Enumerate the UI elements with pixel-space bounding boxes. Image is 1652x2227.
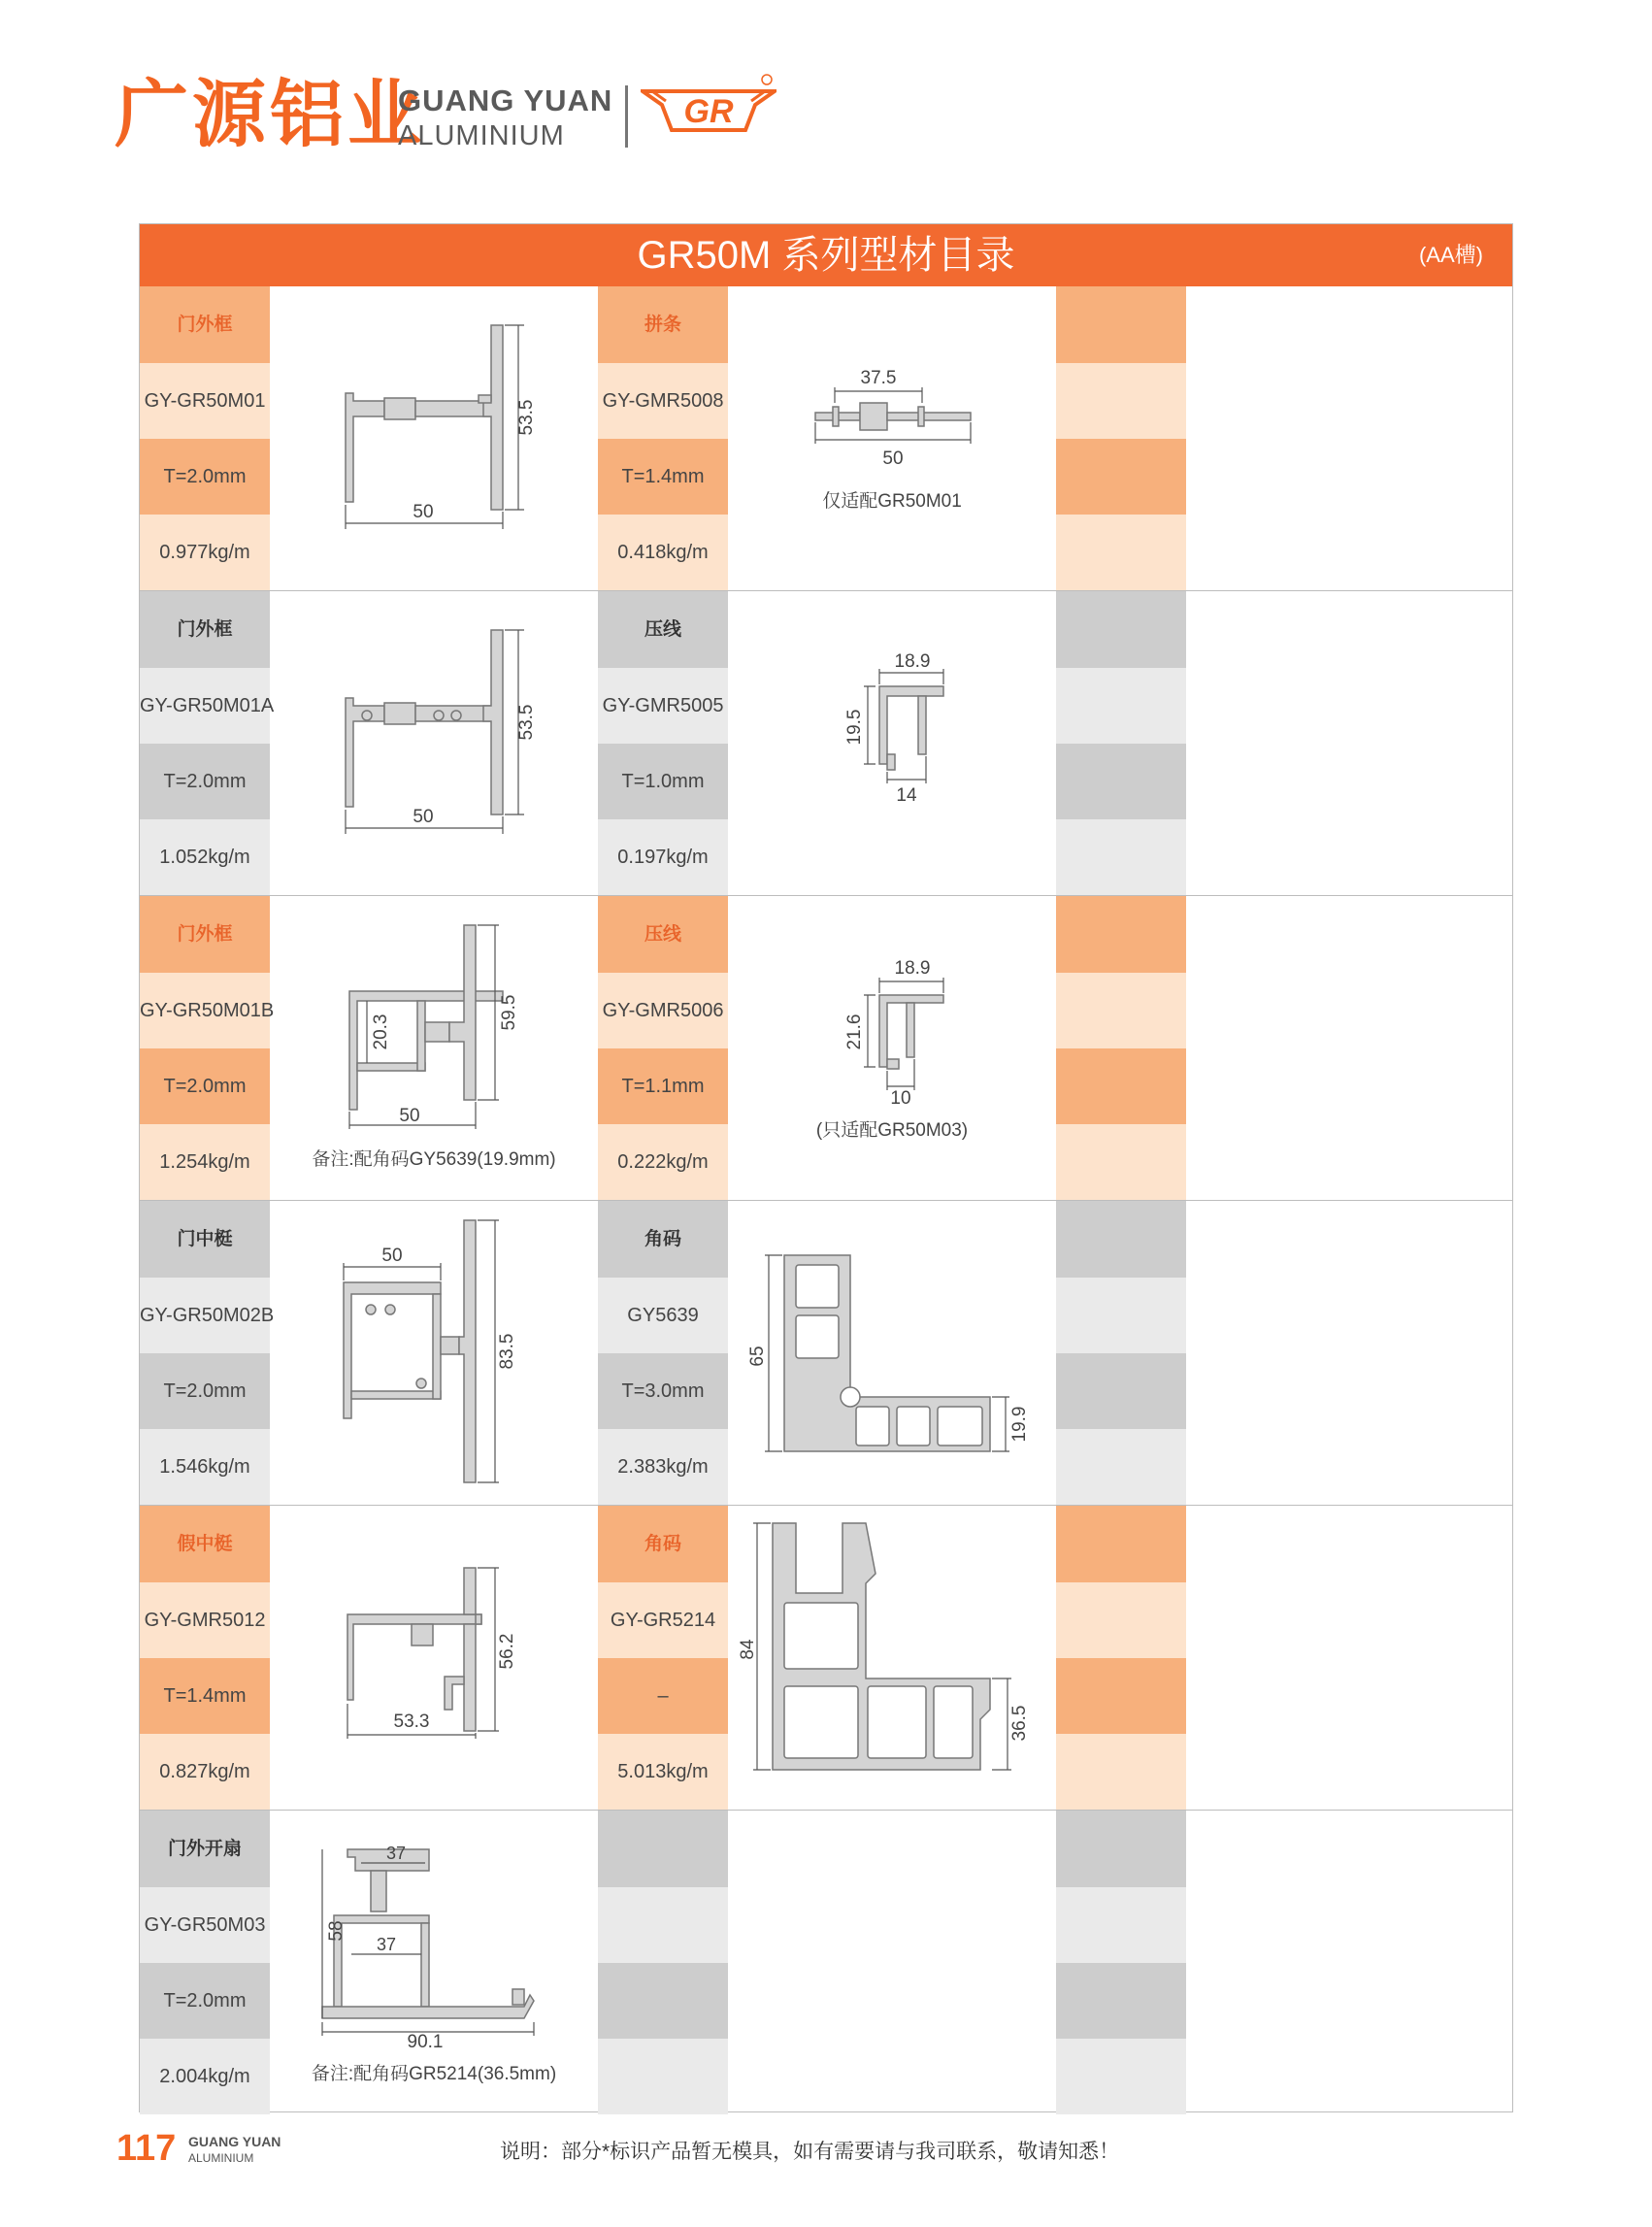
product-cell xyxy=(140,286,599,590)
product-weight: 1.254kg/m xyxy=(140,1124,270,1200)
dimension-label: 59.5 xyxy=(499,994,519,1031)
product-code: GY-GR50M01A xyxy=(140,668,270,744)
empty-info xyxy=(1056,591,1186,895)
catalog-note: (AA槽) xyxy=(1418,243,1483,267)
product-cell xyxy=(140,1201,599,1505)
product-info xyxy=(140,1201,275,1505)
dimension-label: 65 xyxy=(747,1346,768,1367)
profile-drawing xyxy=(270,896,598,1200)
product-info xyxy=(140,1506,270,1810)
profile-svg xyxy=(728,286,1056,590)
empty-cell xyxy=(1056,1506,1512,1810)
product-weight: 0.827kg/m xyxy=(140,1734,270,1810)
product-thickness: T=2.0mm xyxy=(140,1353,270,1429)
footer-brand-sub: ALUMINIUM xyxy=(188,2151,254,2165)
product-info xyxy=(598,1506,728,1810)
product-weight: 1.546kg/m xyxy=(140,1429,270,1505)
dimension-label: 50 xyxy=(882,449,904,469)
empty-cell xyxy=(1056,896,1512,1200)
product-weight: 5.013kg/m xyxy=(598,1734,728,1810)
dimension-label: 18.9 xyxy=(894,651,931,672)
profile-note: 备注:配角码GY5639(19.9mm) xyxy=(312,1149,556,1170)
empty-cell xyxy=(1056,591,1512,895)
profile-svg xyxy=(728,896,1056,1200)
profile-svg xyxy=(270,591,598,895)
dimension-label: 20.3 xyxy=(371,1014,391,1050)
profile-svg xyxy=(270,1506,598,1810)
dimension-label: 50 xyxy=(413,502,434,522)
page-number: 117 xyxy=(116,2128,177,2169)
product-cell xyxy=(598,1201,1057,1505)
dimension-label: 37 xyxy=(376,1935,397,1954)
product-cell xyxy=(598,286,1057,590)
profile-drawing xyxy=(728,591,1056,895)
empty-cell xyxy=(1056,1201,1512,1505)
product-name: 角码 xyxy=(598,1506,728,1582)
dimension-label: 53.5 xyxy=(516,704,537,741)
profile-drawing xyxy=(270,1811,598,2114)
product-cell xyxy=(140,1506,599,1810)
profile-svg xyxy=(728,1201,1056,1505)
dimension-label: 53.5 xyxy=(516,399,537,436)
product-weight: 2.004kg/m xyxy=(140,2039,270,2114)
product-thickness: T=2.0mm xyxy=(140,1963,270,2039)
product-name: 门外框 xyxy=(140,896,270,973)
brand-logo-icon xyxy=(641,70,776,152)
product-cell xyxy=(140,591,599,895)
product-weight: 0.418kg/m xyxy=(598,515,728,590)
dimension-label: 21.6 xyxy=(844,1014,865,1050)
product-weight: 0.197kg/m xyxy=(598,819,728,895)
profile-drawing xyxy=(270,1201,598,1505)
product-code: GY-GMR5008 xyxy=(598,363,728,439)
product-thickness: T=1.1mm xyxy=(598,1048,728,1124)
product-weight: 1.052kg/m xyxy=(140,819,270,895)
product-code: GY-GR50M03 xyxy=(140,1887,270,1963)
dimension-label: 90.1 xyxy=(407,2032,444,2052)
product-info xyxy=(598,896,728,1200)
empty-cell xyxy=(1056,286,1512,590)
dimension-label: 19.5 xyxy=(844,709,865,746)
footer-note: 说明：部分*标识产品暂无模具，如有需要请与我司联系，敬请知悉！ xyxy=(500,2141,1120,2163)
footer-brand: GUANG YUAN xyxy=(188,2134,281,2149)
profile-drawing xyxy=(270,1506,598,1810)
product-name: 假中梃 xyxy=(140,1506,270,1582)
product-info xyxy=(598,286,728,590)
product-code: GY-GR5214 xyxy=(598,1582,728,1658)
product-cell xyxy=(598,591,1057,895)
empty-info xyxy=(1056,1201,1186,1505)
product-thickness: T=1.4mm xyxy=(598,439,728,515)
product-info xyxy=(140,286,270,590)
profile-svg xyxy=(270,1201,598,1505)
dimension-label: 50 xyxy=(413,807,434,827)
dimension-label: 36.5 xyxy=(1009,1705,1030,1742)
empty-cell xyxy=(598,1811,1057,2114)
product-weight: 0.977kg/m xyxy=(140,515,270,590)
profile-svg xyxy=(728,591,1056,895)
product-code: GY5639 xyxy=(598,1278,728,1353)
product-thickness: T=1.0mm xyxy=(598,744,728,819)
product-code: GY-GMR5005 xyxy=(598,668,728,744)
product-name: 压线 xyxy=(598,591,728,668)
dimension-label: 18.9 xyxy=(894,958,931,979)
product-thickness: T=2.0mm xyxy=(140,744,270,819)
empty-info xyxy=(1056,1506,1186,1810)
catalog-table xyxy=(139,223,1513,2112)
empty-info xyxy=(1056,896,1186,1200)
dimension-label: 50 xyxy=(381,1246,403,1266)
profile-drawing xyxy=(728,896,1056,1200)
brand-name-en: GUANG YUAN xyxy=(398,83,613,117)
dimension-label: 53.3 xyxy=(393,1712,430,1732)
profile-note: 仅适配GR50M01 xyxy=(822,491,962,512)
dimension-label: 84 xyxy=(738,1639,758,1660)
profile-drawing xyxy=(728,1201,1056,1505)
product-info xyxy=(140,591,275,895)
brand-divider xyxy=(625,85,628,148)
profile-svg xyxy=(728,1506,1056,1810)
dimension-label: 50 xyxy=(399,1106,420,1126)
profile-drawing xyxy=(270,286,598,590)
dimension-label: 58 xyxy=(326,1920,347,1942)
dimension-label: 37 xyxy=(385,1844,407,1863)
product-info xyxy=(140,1811,270,2114)
product-weight: 0.222kg/m xyxy=(598,1124,728,1200)
product-name: 压线 xyxy=(598,896,728,973)
profile-note: 备注:配角码GR5214(36.5mm) xyxy=(311,2064,557,2084)
product-thickness: T=3.0mm xyxy=(598,1353,728,1429)
product-name: 拼条 xyxy=(598,286,728,363)
profile-svg xyxy=(270,286,598,590)
dimension-label: 14 xyxy=(896,785,917,806)
empty-cell xyxy=(1056,1811,1512,2114)
product-name: 门外开扇 xyxy=(140,1811,270,1887)
dimension-label: 56.2 xyxy=(497,1633,517,1670)
product-info xyxy=(598,591,728,895)
product-thickness: T=2.0mm xyxy=(140,439,270,515)
product-cell xyxy=(598,1506,1057,1810)
brand-subname-en: ALUMINIUM xyxy=(398,120,565,151)
dimension-label: 83.5 xyxy=(497,1333,517,1370)
product-code: GY-GR50M01 xyxy=(140,363,270,439)
product-info xyxy=(140,896,275,1200)
profile-note: (只适配GR50M03) xyxy=(815,1120,969,1141)
product-weight: 2.383kg/m xyxy=(598,1429,728,1505)
product-info xyxy=(598,1201,728,1505)
empty-info xyxy=(598,1811,728,2114)
product-cell xyxy=(140,896,599,1200)
product-name: 门外框 xyxy=(140,286,270,363)
product-name: 门外框 xyxy=(140,591,270,668)
empty-info xyxy=(1056,1811,1186,2114)
product-grid xyxy=(140,286,1512,2111)
profile-drawing xyxy=(728,1506,1056,1810)
product-thickness: T=2.0mm xyxy=(140,1048,270,1124)
product-name: 角码 xyxy=(598,1201,728,1278)
catalog-title: GR50M 系列型材目录 xyxy=(637,234,1015,277)
product-cell xyxy=(598,896,1057,1200)
product-thickness: T=1.4mm xyxy=(140,1658,270,1734)
dimension-label: 10 xyxy=(890,1088,911,1109)
product-code: GY-GMR5006 xyxy=(598,973,728,1048)
brand-name-cn: 广源铝业 xyxy=(115,71,425,157)
product-cell xyxy=(140,1811,599,2114)
catalog-title-bar xyxy=(140,224,1512,286)
profile-drawing xyxy=(728,286,1056,590)
product-code: GY-GR50M02B xyxy=(140,1278,270,1353)
profile-drawing xyxy=(270,591,598,895)
empty-info xyxy=(1056,286,1186,590)
dimension-label: 19.9 xyxy=(1009,1406,1030,1443)
logo-letters: GR xyxy=(683,93,734,130)
product-thickness: – xyxy=(598,1658,728,1734)
dimension-label: 37.5 xyxy=(860,368,897,388)
product-code: GY-GR50M01B xyxy=(140,973,270,1048)
product-code: GY-GMR5012 xyxy=(140,1582,270,1658)
product-name: 门中梃 xyxy=(140,1201,270,1278)
